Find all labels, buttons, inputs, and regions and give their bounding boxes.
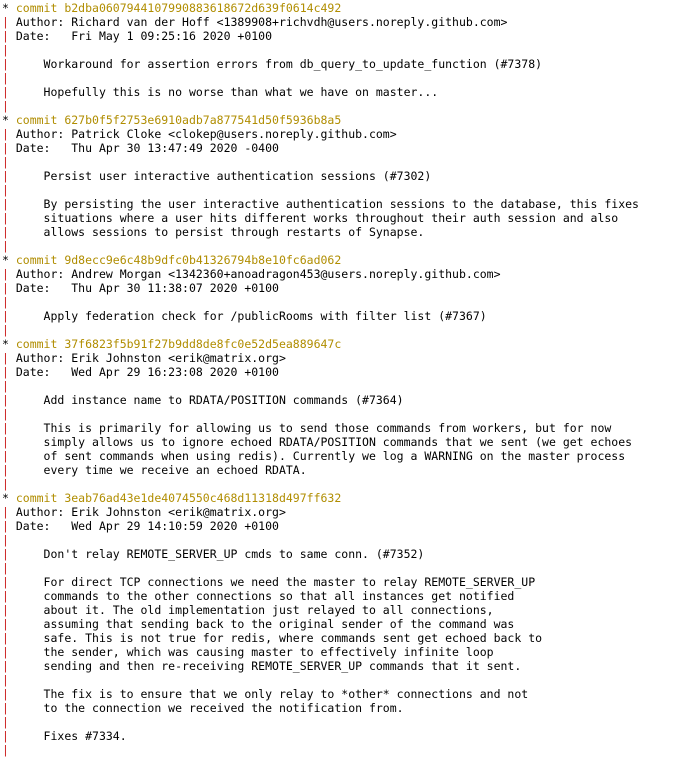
message-text: to the connection we received the notification from. <box>8 701 404 715</box>
graph-edge: | <box>2 71 9 85</box>
log-line <box>2 617 692 631</box>
graph-edge: | <box>2 323 9 337</box>
log-line <box>2 379 692 393</box>
log-line <box>2 393 692 407</box>
log-line <box>2 169 692 183</box>
graph-edge: | <box>2 141 9 155</box>
log-line <box>2 407 692 421</box>
graph-edge: | <box>2 309 9 323</box>
log-line <box>2 337 692 351</box>
log-line <box>2 659 692 673</box>
author-line: Author: Patrick Cloke <clokep@users.noreply.github.com> <box>8 127 397 141</box>
log-line <box>2 561 692 575</box>
message-text: assuming that sending back to the original sender of the command was <box>8 617 515 631</box>
graph-edge: | <box>2 547 9 561</box>
log-line <box>2 113 692 127</box>
date-line: Date: Wed Apr 29 14:10:59 2020 +0100 <box>8 519 279 533</box>
message-text: the sender, which was causing master to effectively infinite loop <box>8 645 494 659</box>
log-line <box>2 743 692 757</box>
log-line <box>2 729 692 743</box>
graph-edge: | <box>2 729 9 743</box>
message-text: safe. This is not true for redis, where commands sent get echoed back to <box>8 631 543 645</box>
graph-edge: | <box>2 127 9 141</box>
message-text: For direct TCP connections we need the master to relay REMOTE_SERVER_UP <box>8 575 536 589</box>
graph-edge: | <box>2 57 9 71</box>
graph-edge: | <box>2 463 9 477</box>
graph-edge: | <box>2 435 9 449</box>
graph-edge: | <box>2 15 9 29</box>
graph-edge: | <box>2 99 9 113</box>
graph-edge: | <box>2 211 9 225</box>
graph-edge: | <box>2 379 9 393</box>
author-line: Author: Erik Johnston <erik@matrix.org> <box>8 505 286 519</box>
log-line <box>2 183 692 197</box>
log-line <box>2 211 692 225</box>
commit-hash: commit 3eab76ad43e1de4074550c468d11318d497ff632 <box>15 491 342 505</box>
graph-edge: | <box>2 225 9 239</box>
graph-edge: | <box>2 281 9 295</box>
date-line: Date: Thu Apr 30 11:38:07 2020 +0100 <box>8 281 279 295</box>
log-line <box>2 197 692 211</box>
graph-edge: | <box>2 603 9 617</box>
graph-edge: | <box>2 407 9 421</box>
log-line <box>2 1 692 15</box>
log-line <box>2 421 692 435</box>
message-text: This is primarily for allowing us to send those commands from workers, but for now <box>8 421 612 435</box>
graph-edge: | <box>2 659 9 673</box>
log-line <box>2 631 692 645</box>
message-text: sending and then re-receiving REMOTE_SERVER_UP commands that it sent. <box>8 659 522 673</box>
graph-edge: | <box>2 421 9 435</box>
graph-edge: | <box>2 449 9 463</box>
log-line <box>2 505 692 519</box>
log-line <box>2 295 692 309</box>
log-line <box>2 435 692 449</box>
commit-hash: commit 627b0f5f2753e6910adb7a877541d50f5936b8a5 <box>15 113 342 127</box>
commit-hash: commit 37f6823f5b91f27b9dd8de8fc0e52d5ea889647c <box>15 337 342 351</box>
graph-edge: | <box>2 267 9 281</box>
graph-commit-marker: * <box>2 1 16 15</box>
log-line <box>2 589 692 603</box>
log-line <box>2 99 692 113</box>
graph-edge: | <box>2 197 9 211</box>
log-line <box>2 673 692 687</box>
graph-edge: | <box>2 701 9 715</box>
author-line: Author: Erik Johnston <erik@matrix.org> <box>8 351 286 365</box>
graph-commit-marker: * <box>2 113 16 127</box>
log-line <box>2 715 692 729</box>
log-line <box>2 267 692 281</box>
date-line: Date: Fri May 1 09:25:16 2020 +0100 <box>8 29 273 43</box>
commit-hash: commit 9d8ecc9e6c48b9dfc0b41326794b8e10fc6ad062 <box>15 253 342 267</box>
message-text: of sent commands when using redis). Currently we log a WARNING on the master process <box>8 449 626 463</box>
log-line <box>2 477 692 491</box>
graph-edge: | <box>2 239 9 253</box>
message-text: Add instance name to RDATA/POSITION commands (#7364) <box>8 393 404 407</box>
log-line <box>2 127 692 141</box>
log-line <box>2 351 692 365</box>
graph-edge: | <box>2 575 9 589</box>
message-text: Fixes #7334. <box>8 729 127 743</box>
author-line: Author: Andrew Morgan <1342360+anoadragon453@users.noreply.github.com> <box>8 267 501 281</box>
log-line <box>2 449 692 463</box>
log-line <box>2 701 692 715</box>
message-text: Persist user interactive authentication sessions (#7302) <box>8 169 432 183</box>
message-text: commands to the other connections so that all instances get notified <box>8 589 515 603</box>
log-line <box>2 491 692 505</box>
author-line: Author: Richard van der Hoff <1389908+richvdh@users.noreply.github.com> <box>8 15 508 29</box>
graph-edge: | <box>2 365 9 379</box>
log-line <box>2 29 692 43</box>
log-line <box>2 253 692 267</box>
commit-hash: commit b2dba0607944107990883618672d639f0614c492 <box>15 1 342 15</box>
date-line: Date: Wed Apr 29 16:23:08 2020 +0100 <box>8 365 279 379</box>
log-line <box>2 141 692 155</box>
log-line <box>2 71 692 85</box>
message-text: Workaround for assertion errors from db_query_to_update_function (#7378) <box>8 57 543 71</box>
graph-edge: | <box>2 561 9 575</box>
graph-edge: | <box>2 505 9 519</box>
message-text: about it. The old implementation just relayed to all connections, <box>8 603 494 617</box>
log-line <box>2 547 692 561</box>
graph-commit-marker: * <box>2 491 16 505</box>
graph-edge: | <box>2 519 9 533</box>
message-text: Apply federation check for /publicRooms with filter list (#7367) <box>8 309 487 323</box>
log-line <box>2 645 692 659</box>
graph-edge: | <box>2 169 9 183</box>
message-text: situations where a user hits different works throughout their auth session and also <box>8 211 619 225</box>
graph-edge: | <box>2 85 9 99</box>
message-text: every time we receive an echoed RDATA. <box>8 463 307 477</box>
graph-edge: | <box>2 351 9 365</box>
graph-edge: | <box>2 393 9 407</box>
graph-edge: | <box>2 477 9 491</box>
log-line <box>2 309 692 323</box>
graph-edge: | <box>2 617 9 631</box>
message-text: The fix is to ensure that we only relay to *other* connections and not <box>8 687 529 701</box>
graph-commit-marker: * <box>2 253 16 267</box>
message-text: By persisting the user interactive authentication sessions to the database, this fixes <box>8 197 639 211</box>
graph-commit-marker: * <box>2 337 16 351</box>
graph-edge: | <box>2 673 9 687</box>
graph-edge: | <box>2 29 9 43</box>
message-text: Hopefully this is no worse than what we have on master... <box>8 85 439 99</box>
message-text: simply allows us to ignore echoed RDATA/POSITION commands that we sent (we get echoes <box>8 435 633 449</box>
log-line <box>2 603 692 617</box>
log-line <box>2 57 692 71</box>
log-line <box>2 463 692 477</box>
graph-edge: | <box>2 183 9 197</box>
graph-edge: | <box>2 645 9 659</box>
graph-edge: | <box>2 43 9 57</box>
graph-edge: | <box>2 155 9 169</box>
graph-edge: | <box>2 533 9 547</box>
log-line <box>2 323 692 337</box>
graph-edge: | <box>2 715 9 729</box>
log-line <box>2 43 692 57</box>
log-line <box>2 281 692 295</box>
message-text: allows sessions to persist through restarts of Synapse. <box>8 225 425 239</box>
date-line: Date: Thu Apr 30 13:47:49 2020 -0400 <box>8 141 279 155</box>
terminal-output <box>2 1 692 757</box>
log-line <box>2 85 692 99</box>
log-line <box>2 15 692 29</box>
log-line <box>2 575 692 589</box>
log-line <box>2 519 692 533</box>
graph-edge: | <box>2 743 9 757</box>
graph-edge: | <box>2 589 9 603</box>
log-line <box>2 533 692 547</box>
graph-edge: | <box>2 631 9 645</box>
graph-edge: | <box>2 687 9 701</box>
message-text: Don't relay REMOTE_SERVER_UP cmds to same conn. (#7352) <box>8 547 425 561</box>
log-line <box>2 225 692 239</box>
log-line <box>2 239 692 253</box>
graph-edge: | <box>2 295 9 309</box>
log-line <box>2 365 692 379</box>
log-line <box>2 155 692 169</box>
log-line <box>2 687 692 701</box>
